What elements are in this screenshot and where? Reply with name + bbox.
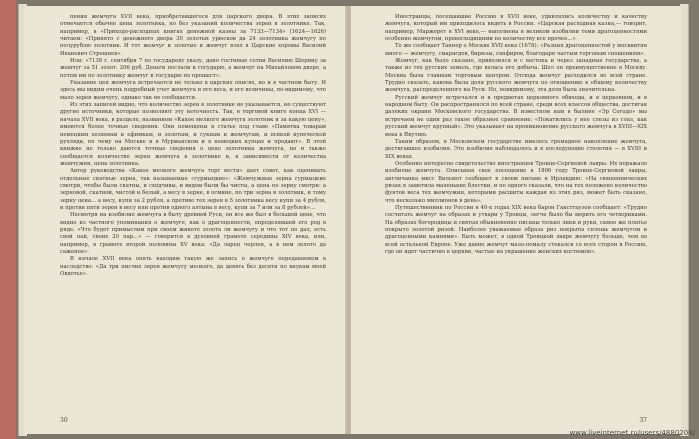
left-paragraph: Автор руководства «Какое мелкого жемчуга торг вести» дает совет, как оценивать отдельные скатные зерна, так называемые «гурмыцкие»: «Жемчужные зерна гурмыцкие смотри, чтобы были скатны, и сходчивы, и видом были бы чисты, а цена по зерну смотри: а зерновой, скатной, чистой и белый, а весу в зерне, в осмине, по три зерна в золотник, и тому зерну цена... а весу, купи за 2 рубля, а противо тех зерен в 5 золотника весу купи за 4 рубля, и против пяти зерен в весу или против одного алтына в весу, купи за 7 или за 8 рублей»... [60, 168, 326, 211]
right-paragraph: Иностранцы, посещавшие Россию в XVII веке, удивлялись количеству и качеству жемчуга, который им приходилось видеть в России. «Царская расходная казна,— говорит, например, Маржерет в XVI веке,— наполнена в великом изобилии теми драгоценностями особенно жемчугом, превосходящими по количеству все прочее...» [385, 14, 647, 43]
red-bookmark-edge [0, 0, 16, 439]
watermark-url: www.liveinternet.ru/users/4880208/ [569, 429, 695, 437]
right-page-number: 37 [639, 417, 647, 424]
right-page [351, 6, 681, 434]
left-paragraph: Из этих записей видно, что количество зерен в золотнике не указывается, но существуют другие источники, которые позволяют эту неточность. Так, в торговой книге конца XVI — начала XVII века, в разделе, названном «Какое мелкого жемчуга золотник и за какую цену», имеются более точные сведения. Они помещены в статье под главе «Памятка товарам немецким хозяевам и ефимкам, и золотым, и сукнам и жемчугам, и всякой купеческой рухляди, по чему на Москве и в Мурманском и в немецких купцах и продают». В этой книжке не только даются точные сведения о цене золотника жемчуга, но и также сообщается количество зерен жемчуга в золотнике и, в зависимости от количества жемчужин, цена золотника. [60, 102, 326, 167]
right-page-text [385, 14, 647, 256]
left-paragraph: Несмотря на изобилие жемчуга в быту древней Руси, он все же был в большой цене, что видно из частного упоминания о жемчуге, как о драгоценности, определявшей его род в ряде. «Что будет примыслим при своем животе золота ли жемчугу и что тот по дал, есть свой пай, своих 20 пар...» — говорится в духовной грамоте середины XIV века, или, например, в грамоте второй половины XV века: «Да ларец черлен, а в нем золото да саженое». [60, 212, 326, 255]
right-page-edge [680, 4, 689, 436]
left-page-text [60, 14, 326, 278]
left-paragraph: Указание цен жемчуга встречается не только в царских описях, но и в частном быту. И здесь мы видим очень подробный учет жемчуга и его веса, и его величины, по-видимому, что мало зерен жемчугу, однако так не сообщается. [60, 80, 326, 101]
left-paragraph: В начале XVII века опять находим такую же запись о жемчуге передаваемом в наследство: «Да три писчих зерен жемчугу мелкого, да девять без десяти по внукам моей Овдотье». [60, 256, 326, 278]
left-paragraph: Или: «7138 г. сентября 7 по государеву указу, дано гостиные сотни Василию Шорину за жемчуг за 51 золот. 206 руб. Деньги послали к государю, а жемчуг на Михайловом дворе, а потом им по золотнику жемчуг к государю по прошест». [60, 58, 326, 79]
right-paragraph: Русский жемчуг встречался и в предметах церковного обихода, и в церковном, и в народном быту. Он распространялся по всей стране, среди всех классов общества, достигая далеких окраин Московского государства. В известном нам в былине «Эр Согодо» мы встречаем не один раз такое образное сравнение: «Покатились у нее слезы из глаз, как русский жемчуг крупный». Это указывает на проникновение русского жемчуга в XVIII—XIX века в Якутию. [385, 94, 647, 138]
right-paragraph: То же сообщает Таннер о Москве XVII века (1678): «Разных драгоценностей у москвитян много — жемчугу, смарагдов, бирюзы, сапфиров, благодаря частым торговым сношениям». [385, 43, 647, 57]
left-paragraph: пения жемчуга XVII века, приобретавшегося для царского двора. В этих записях отмечается обычно цена золотника, но без указаний количества зерен в золотнике. Так, например, в «Приходо-расходных книгах денежной казны за 7133—7134» (1624—1626) читаем: «Принято с денежного двора 30 золотых урюсков да 24 золотника жемчугу по полурублю золотник. И тот жемчуг и золотые и жемчуг взял в Царские хоромы Василий Иванович Стрешнев». [60, 14, 326, 57]
right-paragraph: Путешественник по России в 40-х годах XIX века барон Гакстгаузен сообщает: «Трудно сосчитать жемчуг на образах и утвари у Троицы, легче было бы мерить его четвериками. На образах богородицы и святых обыкновенно писаны только лики и руки, самое же платье покрыто золотой ризой. Наиболее уважаемые образа риз покрыты сплошь жемчугом и драгоценными камнями». Быть может, в одной Троицкой лавре жемчугу больше, чем во всей остальной Европе. Уже давно жемчуг мало-помалу стекался со всех сторон в Россию, где он идет частично в церкви, частью на украшение женских костюмов». [385, 204, 647, 255]
left-page-number: 30 [60, 417, 68, 424]
left-page [24, 6, 347, 434]
right-paragraph: Особенно интересно свидетельство иностранцев Троице-Сергиевой лавры. Их поражало изобилие жемчуга. Описывая свое посещение в 1806 году Троице-Сергиевой лавры, англичанка мисс Вильмот сообщает в своем письме в Ирландию: «На священнических ризах я заметила маленькие блестки, и по одного сказали, что на тех положено количество фунтов веса тех жемчужин, которыми расшиты каждая из этих риз, может быть сказано, что несколько миллионов в день». [385, 160, 647, 204]
right-paragraph: Таким образом, в Московском государстве имелось громадное накопление жемчуга, достигавшее изобилия. Это изобилие наблюдалось и в последующие столетия — в XVIII и XIX веках. [385, 138, 647, 160]
right-paragraph: Жемчуг, как было сказано, привозился и с востока и через западные государства, а также из тех русских земель, где велась его добыча. Шел он преимущественно в Москву. Москва была главным торговым центром. Отсюда жемчуг расходился во всей стране. Трудно сказать, какова была доля русского жемчуга по отношению к общему количеству жемчуга, распределенного на Руси. Но, повидимому, эта доля была значительна. [385, 58, 647, 94]
